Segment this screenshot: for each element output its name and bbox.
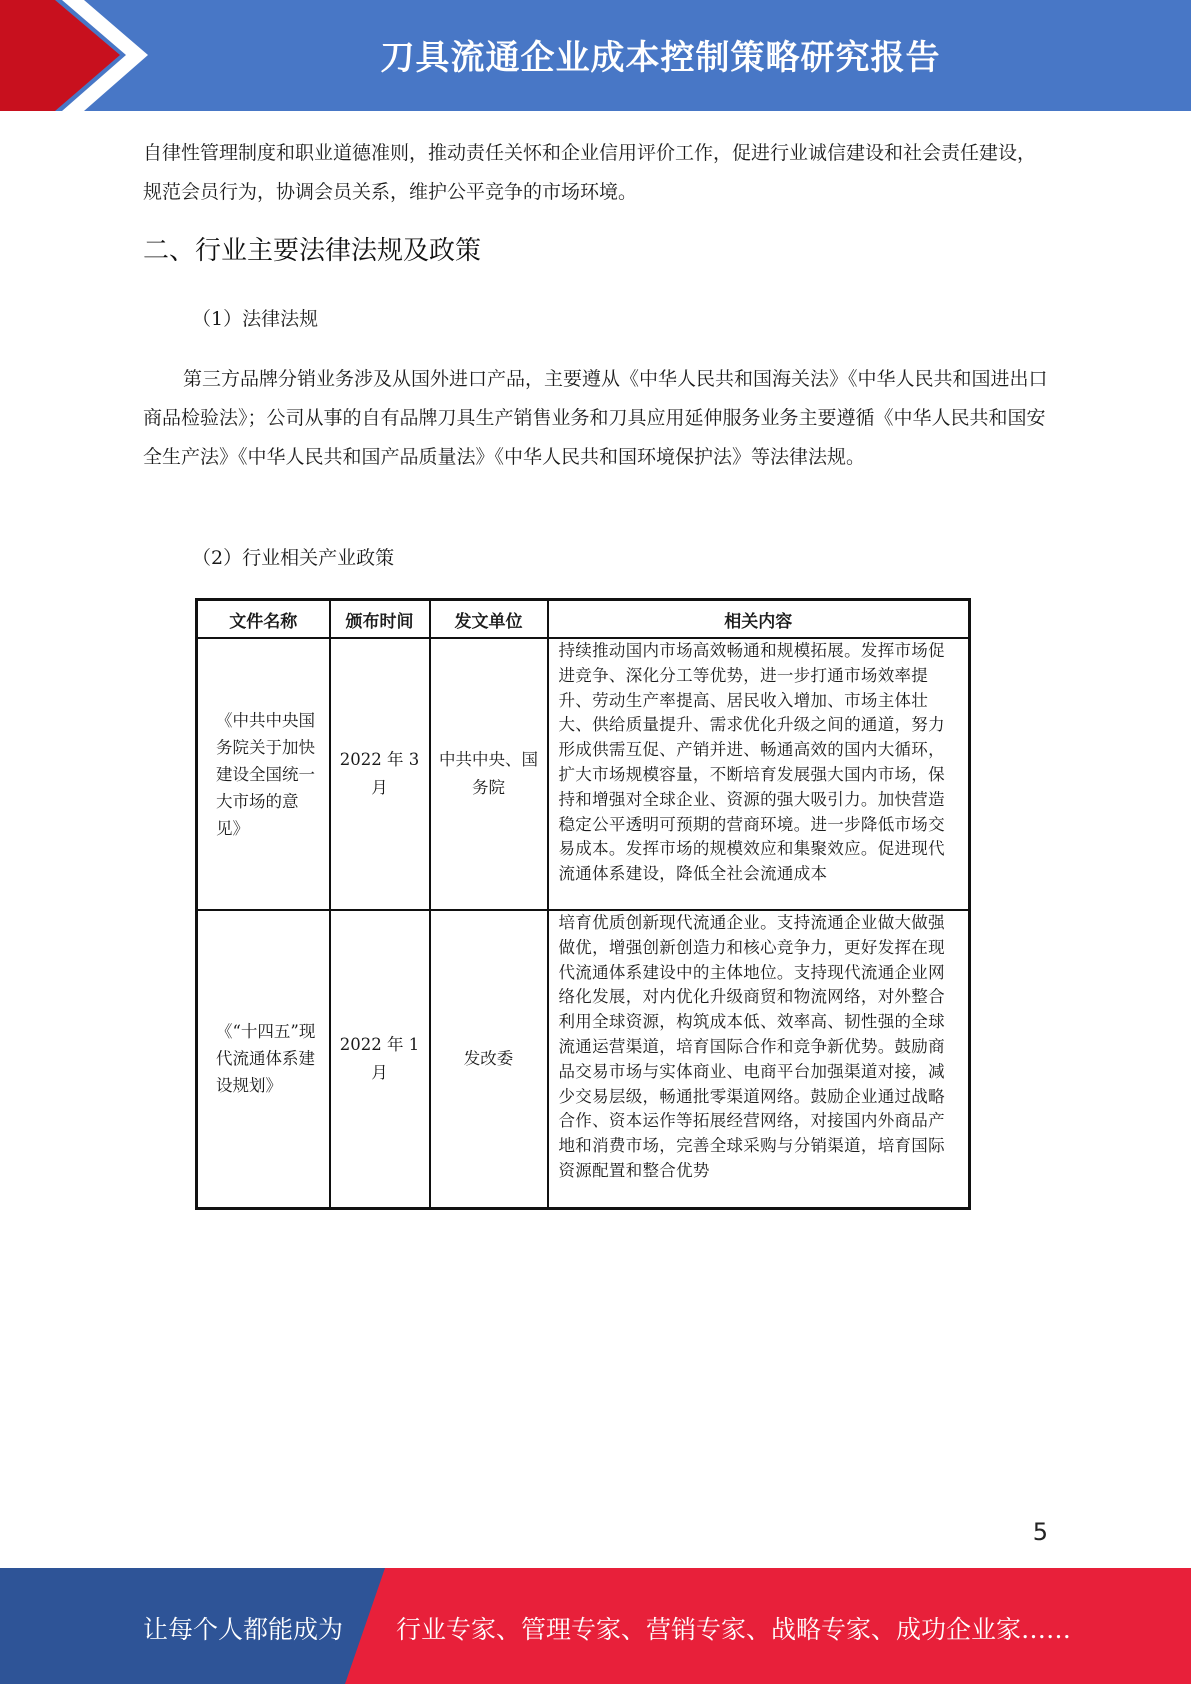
issuer-cell: 发改委 <box>430 910 548 1208</box>
footer-slogan-right: 行业专家、管理专家、营销专家、战略专家、成功企业家…… <box>396 1615 1072 1644</box>
header-banner <box>0 0 1191 111</box>
section-heading: 二、行业主要法律法规及政策 <box>143 236 482 266</box>
column-header-issuer: 发文单位 <box>430 600 548 639</box>
column-header-name: 文件名称 <box>197 600 330 639</box>
column-header-date: 颁布时间 <box>330 600 430 639</box>
policy-table <box>195 598 971 1210</box>
footer-banner <box>0 1568 1191 1684</box>
column-header-content: 相关内容 <box>548 600 970 639</box>
content-cell: 培育优质创新现代流通企业。支持流通企业做大做强做优，增强创新创造力和核心竞争力，更好发挥在现代流通体系建设中的主体地位。支持现代流通企业网络化发展，对内优化升级商贸和物流网络，对外整合利用全球资源，构筑成本低、效率高、韧性强的全球流通运营渠道，培育国际合作和竞争新优势。鼓励商品交易市场与实体商业、电商平台加强渠道对接，减少交易层级，畅通批零渠道网络。鼓励企业通过战略合作、资本运作等拓展经营网络，对接国内外商品产地和消费市场，完善全球采购与分销渠道，培育国际资源配置和整合优势 <box>548 910 970 1208</box>
issue-date-cell: 2022 年 1 月 <box>330 910 430 1208</box>
document-name-cell: 《中共中央国务院关于加快建设全国统一大市场的意见》 <box>197 638 330 910</box>
intro-paragraph: 自律性管理制度和职业道德准则，推动责任关怀和企业信用评价工作，促进行业诚信建设和社会责任建设，规范会员行为，协调会员关系，维护公平竞争的市场环境。 <box>143 142 1037 203</box>
page-number: 5 <box>1032 1518 1048 1546</box>
subheading-laws: （1）法律法规 <box>192 308 319 330</box>
report-title: 刀具流通企业成本控制策略研究报告 <box>380 38 941 78</box>
table-header-row <box>197 600 970 639</box>
issue-date-cell: 2022 年 3 月 <box>330 638 430 910</box>
issuer-cell: 中共中央、国务院 <box>430 638 548 910</box>
table-row <box>197 638 970 910</box>
laws-paragraph: 第三方品牌分销业务涉及从国外进口产品，主要遵从《中华人民共和国海关法》《中华人民共和国进出口商品检验法》；公司从事的自有品牌刀具生产销售业务和刀具应用延伸服务业务主要遵循《中华人民共和国安全生产法》《中华人民共和国产品质量法》《中华人民共和国环境保护法》等法律法规。 <box>143 368 1048 468</box>
subheading-policies: （2）行业相关产业政策 <box>192 547 395 569</box>
content-cell: 持续推动国内市场高效畅通和规模拓展。发挥市场促进竞争、深化分工等优势，进一步打通市场效率提升、劳动生产率提高、居民收入增加、市场主体壮大、供给质量提升、需求优化升级之间的通道，努力形成供需互促、产销并进、畅通高效的国内大循环，扩大市场规模容量，不断培育发展强大国内市场，保持和增强对全球企业、资源的强大吸引力。加快营造稳定公平透明可预期的营商环境。进一步降低市场交易成本。发挥市场的规模效应和集聚效应。促进现代流通体系建设，降低全社会流通成本 <box>548 638 970 910</box>
footer-slogan-left: 让每个人都能成为 <box>143 1615 344 1644</box>
table-row <box>197 910 970 1208</box>
document-name-cell: 《“十四五”现代流通体系建设规划》 <box>197 910 330 1208</box>
